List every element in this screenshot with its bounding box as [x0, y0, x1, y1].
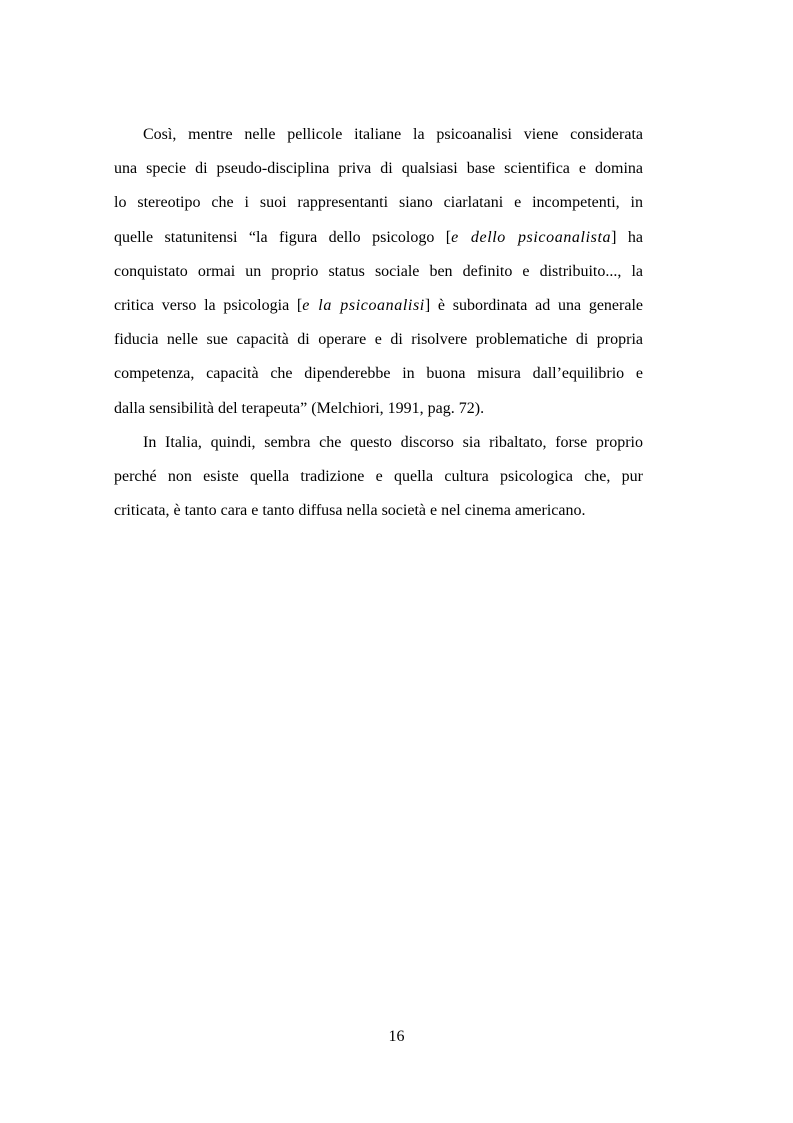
paragraph-1-line-1: Così, mentre nelle pellicole italiane la psicoanalisi viene considerata — [143, 126, 643, 143]
paragraph-2-line-2: perché non esiste quella tradizione e quella cultura psicologica che, pur — [114, 467, 643, 485]
paragraph-1-line-6: critica verso la psicologia [e la psicoanalisi] è subordinata ad una generale — [114, 296, 644, 314]
paragraph-1-line-4: quelle statunitensi “la figura dello psicologo [e dello psicoanalista] ha — [114, 228, 643, 246]
italic-insertion: e dello psicoanalista — [451, 228, 612, 246]
paragraph-2-line-1: In Italia, quindi, sembra che questo discorso sia ribaltato, forse proprio — [143, 433, 643, 451]
paragraph-1-line-8: competenza, capacità che dipenderebbe in buona misura dall’equilibrio e — [114, 365, 643, 383]
paragraph-1-line-3: lo stereotipo che i suoi rappresentanti siano ciarlatani e incompetenti, in — [114, 194, 643, 212]
paragraph-1-line-2: una specie di pseudo-disciplina priva di qualsiasi base scientifica e domina — [114, 160, 643, 178]
page-number: 16 — [388, 1028, 405, 1045]
paragraph-1-line-9: dalla sensibilità del terapeuta” (Melchiori, 1991, pag. 72). — [114, 399, 485, 417]
paragraph-2-line-3: criticata, è tanto cara e tanto diffusa nella società e nel cinema americano. — [114, 502, 586, 520]
paragraph-1-line-5: conquistato ormai un proprio status sociale ben definito e distribuito..., la — [114, 262, 643, 280]
body-text — [114, 118, 643, 528]
italic-insertion: e la psicoanalisi — [302, 296, 425, 314]
paragraph-1-line-7: fiducia nelle sue capacità di operare e di risolvere problematiche di propria — [114, 331, 643, 349]
